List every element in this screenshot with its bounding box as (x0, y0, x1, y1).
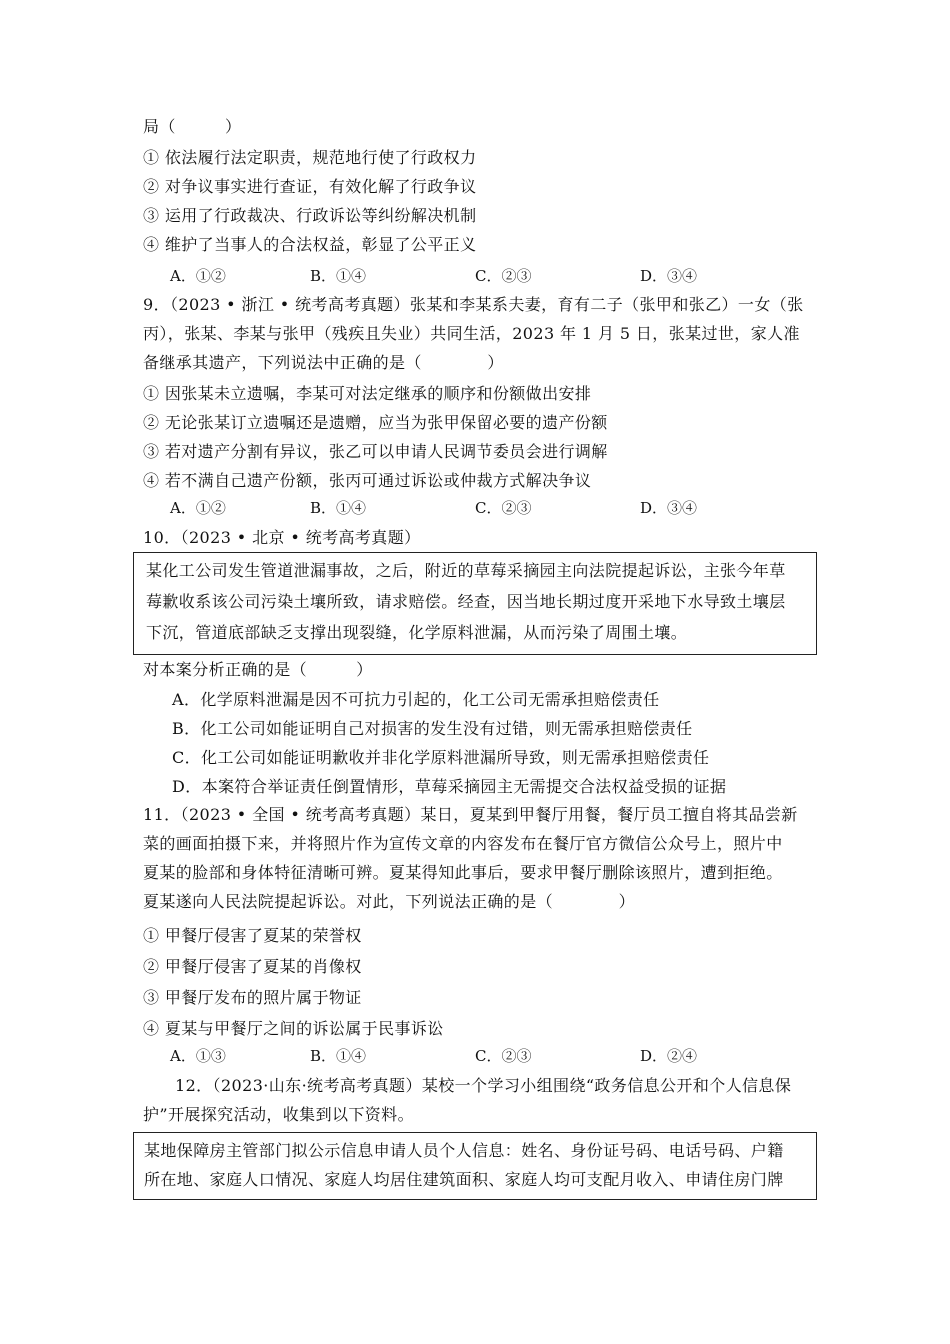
q10-option-b[interactable]: B．化工公司如能证明自己对损害的发生没有过错，则无需承担赔偿责任 (172, 719, 693, 738)
q11-item-3: ③ 甲餐厅发布的照片属于物证 (143, 988, 362, 1007)
q11-option-c[interactable]: C．②③ (475, 1047, 532, 1065)
q11-option-a[interactable]: A．①③ (170, 1047, 226, 1065)
q8-option-c[interactable]: C．②③ (475, 267, 532, 285)
q8-item-1: ① 依法履行法定职责，规范地行使了行政权力 (143, 148, 477, 167)
q10-stem: 对本案分析正确的是（ ） (143, 660, 373, 679)
q12-line-2: 护”开展探究活动，收集到以下资料。 (143, 1105, 414, 1124)
q8-option-a[interactable]: A．①② (170, 267, 226, 285)
q10-option-a[interactable]: A．化学原料泄漏是因不可抗力引起的，化工公司无需承担赔偿责任 (172, 690, 660, 709)
q9-option-a[interactable]: A．①② (170, 499, 226, 517)
q10-header: 10．（2023 • 北京 • 统考高考真题） (143, 528, 421, 547)
q11-option-d[interactable]: D．②④ (640, 1047, 698, 1065)
q8-item-2: ② 对争议事实进行查证，有效化解了行政争议 (143, 177, 477, 196)
q9-line-1: 9．（2023 • 浙江 • 统考高考真题）张某和李某系夫妻，育有二子（张甲和张乙）一女（张 (143, 295, 804, 314)
q8-option-b[interactable]: B．①④ (310, 267, 367, 285)
q12-material-line-1: 某地保障房主管部门拟公示信息申请人员个人信息：姓名、身份证号码、电话号码、户籍 (144, 1141, 784, 1160)
q11-option-b[interactable]: B．①④ (310, 1047, 367, 1065)
q9-item-1: ① 因张某未立遗嘱，李某可对法定继承的顺序和份额做出安排 (143, 384, 592, 403)
q10-option-c[interactable]: C．化工公司如能证明歉收并非化学原料泄漏所导致，则无需承担赔偿责任 (172, 748, 710, 767)
q9-item-2: ② 无论张某订立遗嘱还是遗赠，应当为张甲保留必要的遗产份额 (143, 413, 608, 432)
q10-option-d[interactable]: D．本案符合举证责任倒置情形，草莓采摘园主无需提交合法权益受损的证据 (172, 777, 727, 796)
q8-stem-end: 局（ ） (143, 117, 242, 136)
q11-item-2: ② 甲餐厅侵害了夏某的肖像权 (143, 957, 362, 976)
q11-item-4: ④ 夏某与甲餐厅之间的诉讼属于民事诉讼 (143, 1019, 444, 1038)
q11-line-3: 夏某的脸部和身体特征清晰可辨。夏某得知此事后，要求甲餐厅删除该照片，遭到拒绝。 (143, 863, 783, 882)
q9-item-4: ④ 若不满自己遗产份额，张丙可通过诉讼或仲裁方式解决争议 (143, 471, 592, 490)
q11-line-4: 夏某遂向人民法院提起诉讼。对此，下列说法正确的是（ ） (143, 892, 636, 911)
q12-material-line-2: 所在地、家庭人口情况、家庭人均居住建筑面积、家庭人均可支配月收入、申请住房门牌 (144, 1170, 784, 1189)
q9-line-2: 丙），张某、李某与张甲（残疾且失业）共同生活，2023 年 1 月 5 日，张某过世，家人准 (143, 324, 800, 343)
q9-option-b[interactable]: B．①④ (310, 499, 367, 517)
q11-line-2: 菜的画面拍摄下来，并将照片作为宣传文章的内容发布在餐厅官方微信公众号上，照片中 (143, 834, 783, 853)
q9-item-3: ③ 若对遗产分割有异议，张乙可以申请人民调节委员会进行调解 (143, 442, 608, 461)
q12-material-box (133, 1132, 817, 1200)
q8-option-d[interactable]: D．③④ (640, 267, 698, 285)
q9-line-3: 备继承其遗产，下列说法中正确的是（ ） (143, 353, 504, 372)
q10-material-line-3: 下沉，管道底部缺乏支撑出现裂缝，化学原料泄漏，从而污染了周围土壤。 (146, 623, 688, 642)
q8-item-4: ④ 维护了当事人的合法权益，彰显了公平正义 (143, 235, 477, 254)
q10-material-box (133, 552, 817, 655)
q8-item-3: ③ 运用了行政裁决、行政诉讼等纠纷解决机制 (143, 206, 477, 225)
q11-line-1: 11．（2023 • 全国 • 统考高考真题）某日，夏某到甲餐厅用餐，餐厅员工擅自将其品尝新 (143, 805, 798, 824)
q9-option-d[interactable]: D．③④ (640, 499, 698, 517)
q9-option-c[interactable]: C．②③ (475, 499, 532, 517)
q10-material-line-2: 莓歉收系该公司污染土壤所致，请求赔偿。经查，因当地长期过度开采地下水导致土壤层 (146, 592, 786, 611)
q11-item-1: ① 甲餐厅侵害了夏某的荣誉权 (143, 926, 362, 945)
q12-line-1: 12．（2023·山东·统考高考真题）某校一个学习小组围绕“政务信息公开和个人信息保 (175, 1076, 792, 1095)
q10-material-line-1: 某化工公司发生管道泄漏事故，之后，附近的草莓采摘园主向法院提起诉讼，主张今年草 (146, 561, 786, 580)
